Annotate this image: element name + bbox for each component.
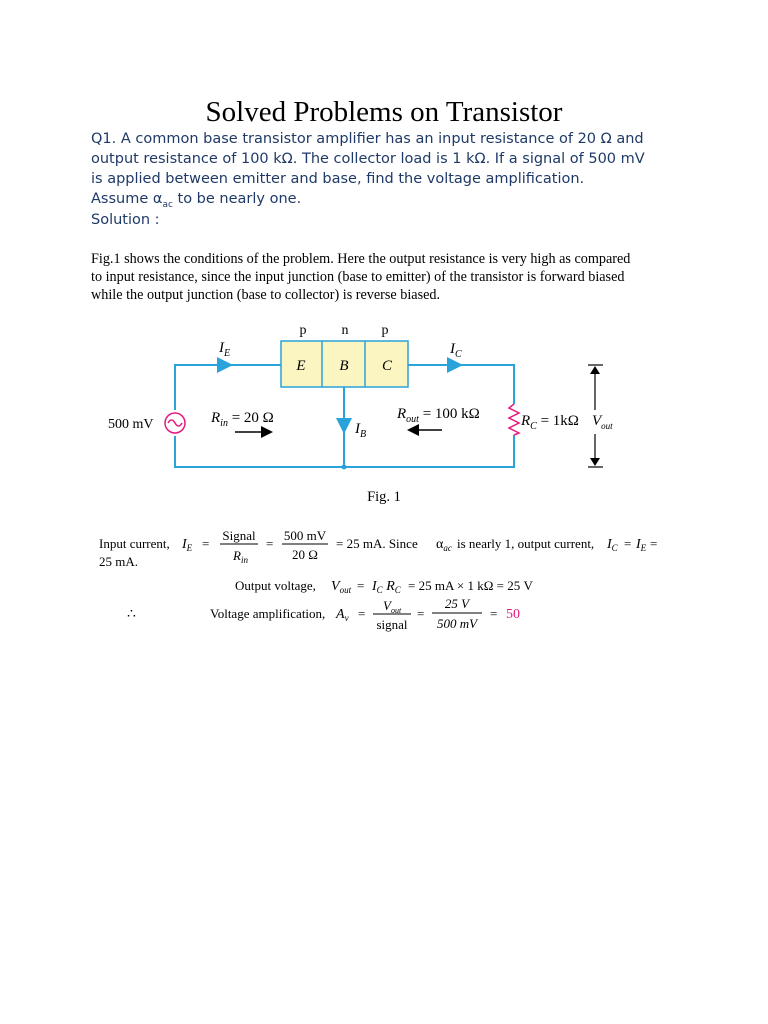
equals-sign: = bbox=[266, 536, 274, 551]
result-text: 25 mA. bbox=[99, 554, 138, 569]
equals-sign: = bbox=[490, 606, 498, 621]
fraction-denominator: $R_{in}$ bbox=[233, 548, 248, 565]
fraction-numerator: 25 V bbox=[444, 596, 470, 611]
base-label: B bbox=[339, 358, 349, 374]
input-current-label: Input current, bbox=[99, 536, 170, 551]
region-label-n: n bbox=[341, 323, 349, 338]
voltage-amplification-label: Voltage amplification, bbox=[210, 606, 326, 621]
ie-symbol: $I_E$ bbox=[636, 537, 647, 553]
rc-label: $R_C = 1k\Omega$ bbox=[521, 413, 579, 432]
ic-rc-symbol: $I_C$ $R_C$ bbox=[372, 579, 401, 595]
av-symbol: $A_v$ bbox=[336, 607, 349, 623]
therefore-symbol: ∴ bbox=[127, 607, 136, 622]
region-label-p2: p bbox=[381, 323, 389, 338]
source-voltage-label: 500 mV bbox=[108, 417, 154, 432]
junction-dot bbox=[342, 465, 347, 470]
question-line: output resistance of 100 kΩ. The collector load is 1 kΩ. If a signal of 500 mV bbox=[91, 151, 645, 167]
ie-symbol: $I_E$ bbox=[182, 537, 193, 553]
ie-label: $I_E$ bbox=[219, 340, 231, 359]
vout-symbol: $V_{out}$ bbox=[331, 579, 352, 595]
equals-sign: = bbox=[202, 536, 210, 551]
question-text-part: to be nearly one. bbox=[172, 191, 302, 207]
answer-value: 50 bbox=[506, 607, 520, 622]
paragraph-line: Fig.1 shows the conditions of the problem. Here the output resistance is very high as compared bbox=[91, 251, 631, 267]
region-label-p1: p bbox=[299, 323, 307, 338]
equals-sign: = bbox=[358, 606, 366, 621]
fraction-numerator: Signal bbox=[222, 528, 256, 543]
solution-label: Solution : bbox=[91, 212, 160, 228]
collector-wire bbox=[408, 365, 514, 404]
resistor-icon bbox=[509, 404, 519, 435]
fraction-numerator: 500 mV bbox=[283, 528, 327, 543]
vout-label: $V_{out}$ bbox=[592, 413, 613, 431]
result-text: = 25 mA. Since bbox=[336, 536, 418, 551]
vout-arrow-down bbox=[590, 458, 600, 466]
equals-sign: = bbox=[417, 606, 425, 621]
alpha-symbol: $\alpha_{ac}$ bbox=[436, 537, 452, 553]
rin-label: $R_{in} = 20$ Ω bbox=[211, 410, 274, 429]
emitter-label: E bbox=[296, 358, 306, 374]
result-text: is nearly 1, output current, bbox=[457, 536, 595, 551]
alpha-subscript: ac bbox=[162, 199, 173, 210]
fraction-denominator: 20 Ω bbox=[292, 547, 318, 562]
emitter-wire bbox=[175, 365, 281, 410]
fraction-denominator: signal bbox=[376, 617, 408, 632]
equals-sign: = bbox=[357, 578, 365, 593]
vout-arrow-up bbox=[590, 366, 600, 374]
paragraph-line: while the output junction (base to collector) is reverse biased. bbox=[91, 287, 441, 303]
ic-symbol: $I_C$ bbox=[607, 537, 618, 553]
figure-caption: Fig. 1 bbox=[367, 489, 401, 505]
question-line: is applied between emitter and base, find the voltage amplification. bbox=[91, 171, 585, 187]
output-voltage-label: Output voltage, bbox=[235, 578, 316, 593]
ib-label: $I_B$ bbox=[355, 421, 367, 440]
fraction-denominator: 500 mV bbox=[436, 616, 478, 631]
paragraph-line: to input resistance, since the input junction (base to emitter) of the transistor is forward biased bbox=[91, 269, 625, 285]
equals-sign: = bbox=[624, 536, 632, 551]
page-title: Solved Problems on Transistor bbox=[205, 96, 563, 128]
ic-label: $I_C$ bbox=[450, 341, 462, 360]
rout-label: $R_{out} = 100$ kΩ bbox=[397, 406, 480, 425]
collector-label: C bbox=[381, 358, 393, 374]
fraction-numerator: $V_{out}$ bbox=[383, 598, 402, 615]
question-line: Q1. A common base transistor amplifier has an input resistance of 20 Ω and bbox=[91, 131, 644, 147]
question-text-part: Assume α bbox=[91, 191, 163, 207]
equals-sign: = bbox=[650, 536, 658, 551]
output-voltage-result: = 25 mA × 1 kΩ = 25 V bbox=[408, 578, 533, 593]
